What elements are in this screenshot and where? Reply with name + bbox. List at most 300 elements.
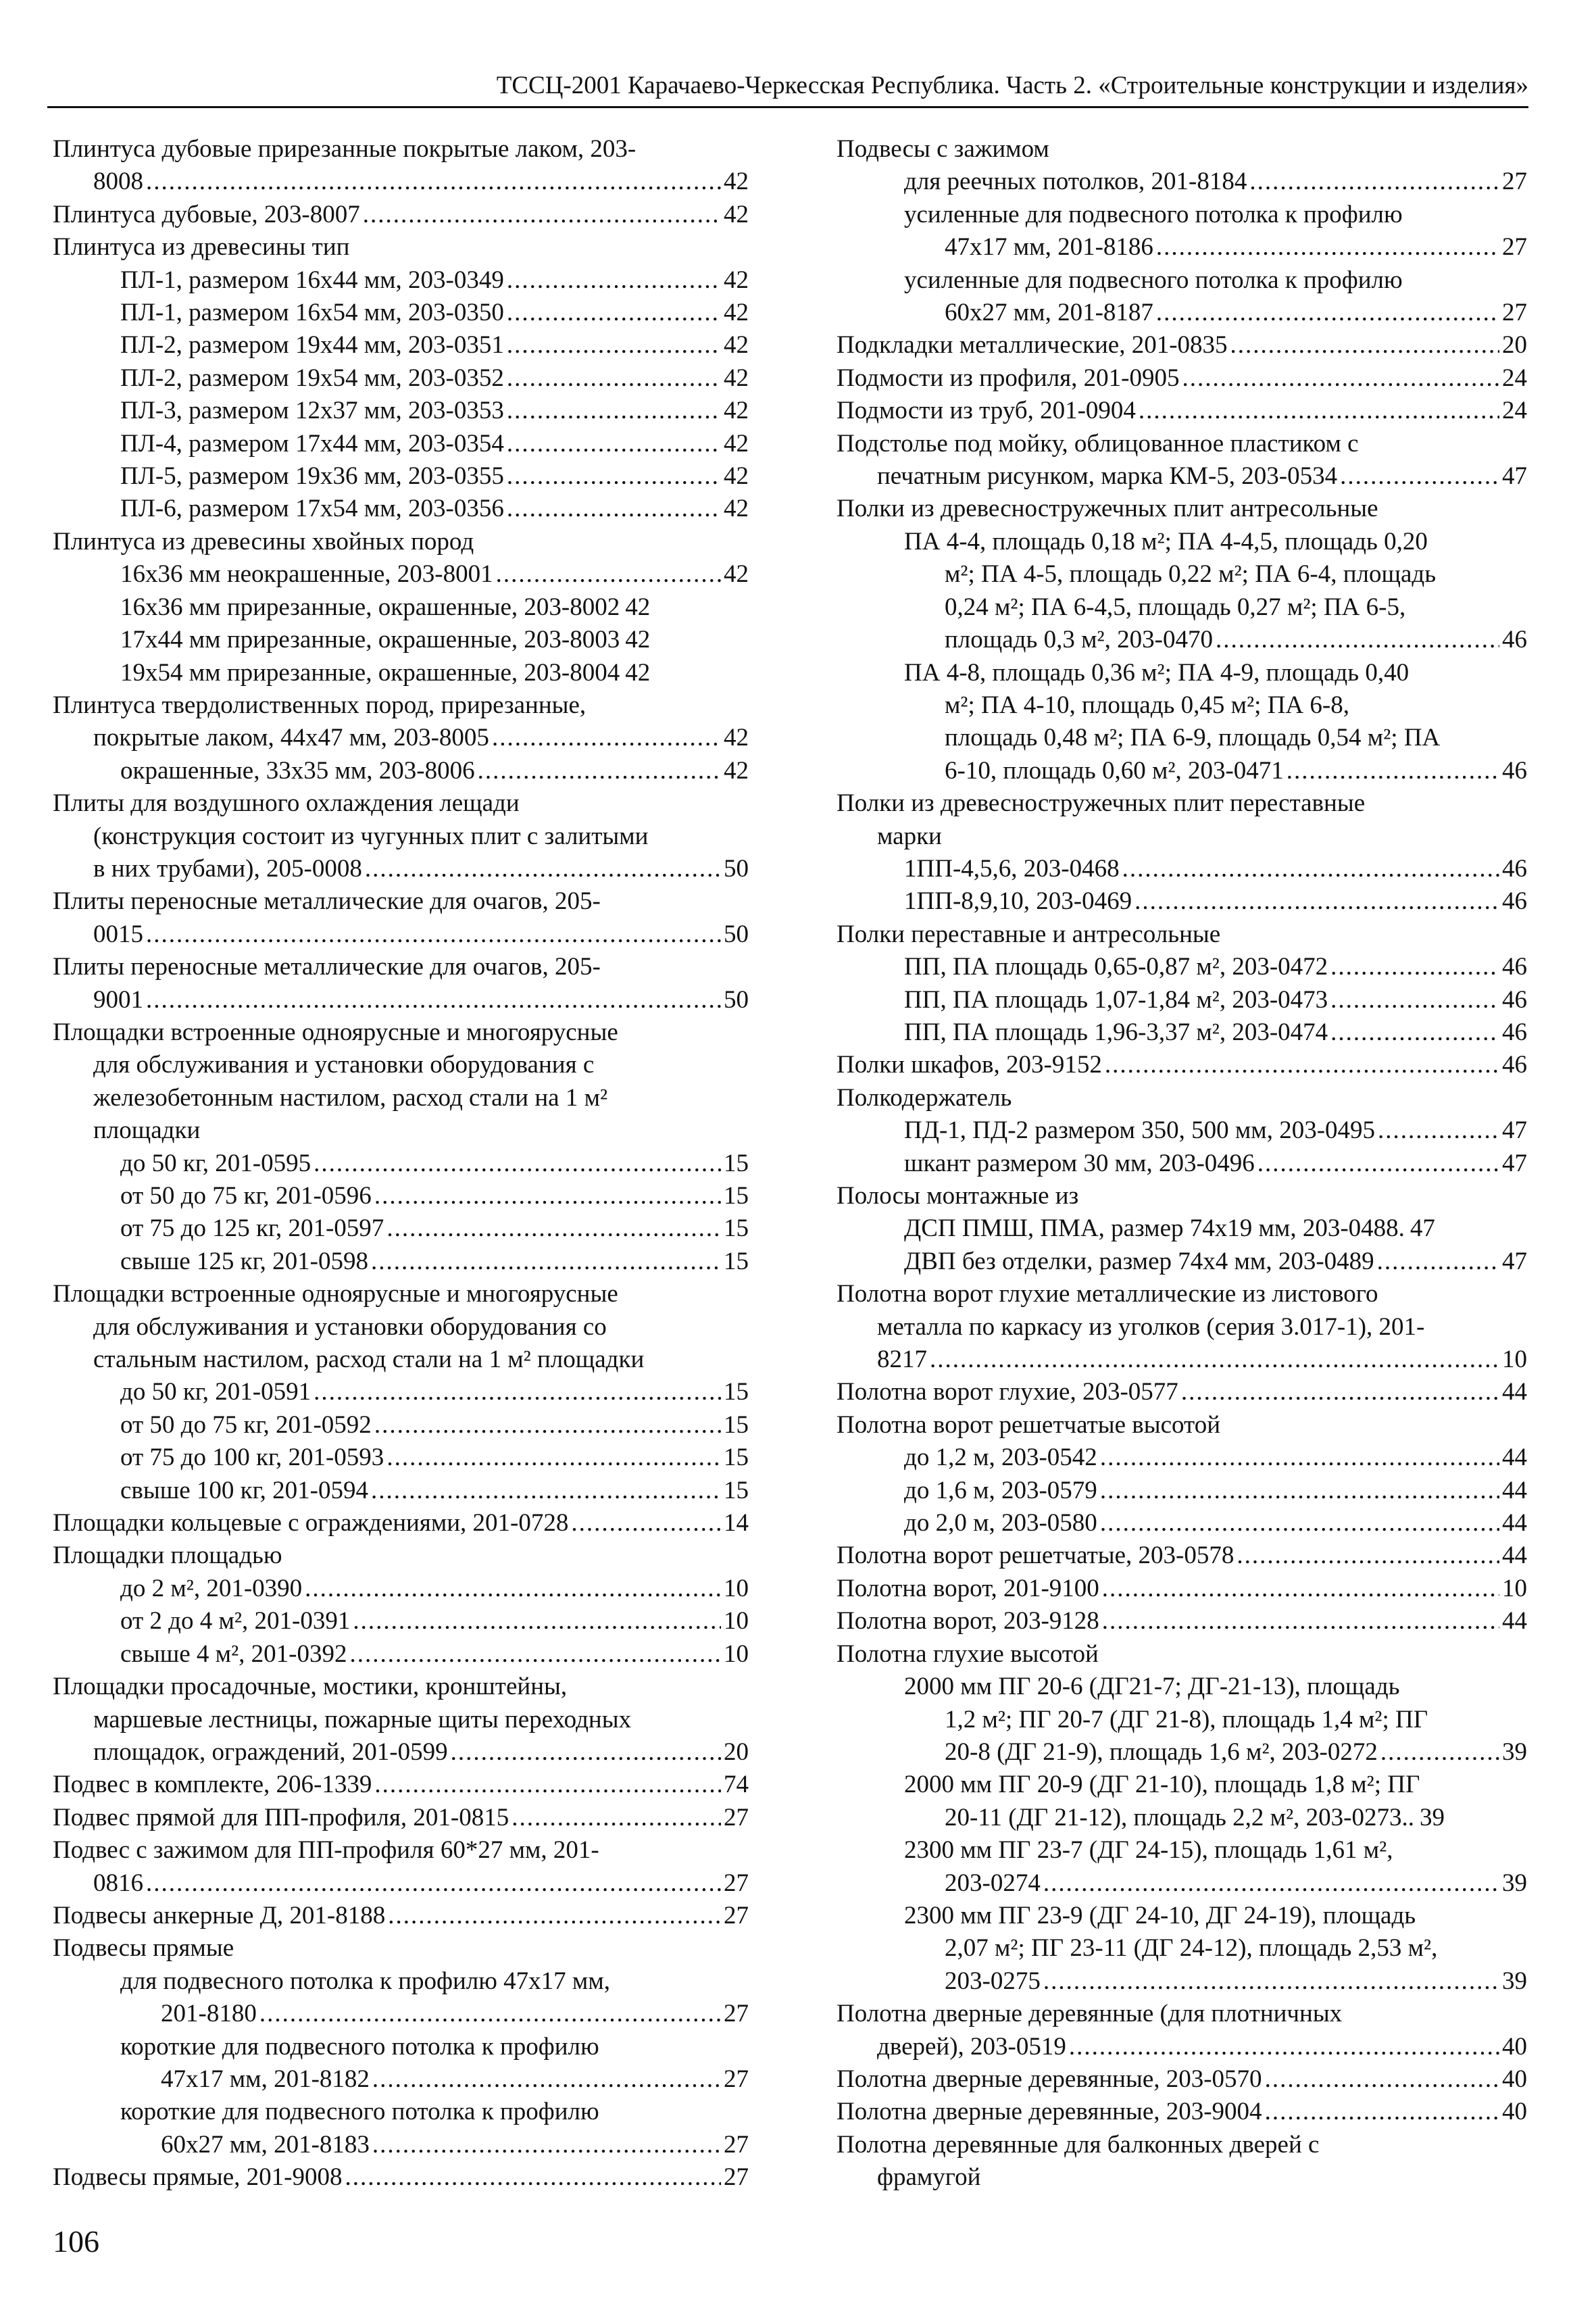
entry-text: 16х36 мм прирезанные, окрашенные, 203-8002 [120, 593, 620, 621]
page-reference: 40 [1502, 2065, 1527, 2093]
entry-text-line: Полотна дверные деревянные (для плотничных [837, 2000, 1343, 2028]
entry-last-line [53, 526, 749, 558]
entry-text: до 2,0 м, 203-0580 [904, 1509, 1097, 1537]
entry-last-line [837, 329, 1527, 362]
entry-last-line [904, 1965, 1527, 1998]
index-entry [837, 918, 1527, 951]
entry-text-line: м²; ПА 4-5, площадь 0,22 м²; ПА 6-4, площадь [945, 560, 1437, 589]
index-subentry [120, 1376, 749, 1408]
page-reference: 50 [724, 985, 749, 1014]
entry-last-line [904, 984, 1527, 1016]
dot-leader [1069, 2031, 1499, 2063]
index-entry [53, 231, 749, 264]
page-reference: 15 [724, 1247, 749, 1275]
page-reference: 47 [1410, 1214, 1435, 1243]
entry-text: ПП, ПА площадь 0,65-0,87 м², 203-0472 [904, 953, 1328, 981]
index-subentry [120, 297, 749, 329]
entry-text: ДВП без отделки, размер 74х4 мм, 203-0489 [904, 1247, 1374, 1275]
page-reference: 39 [1502, 1738, 1527, 1766]
index-subentry [904, 199, 1527, 264]
dot-leader [1043, 1867, 1499, 1900]
page-reference: 27 [1502, 299, 1527, 327]
entry-text: ПЛ-3, размером 12х37 мм, 203-0353 [120, 397, 504, 425]
entry-text-line: Плиты для воздушного охлаждения лещади [53, 789, 520, 818]
dot-leader [478, 755, 721, 787]
dot-leader [1265, 2096, 1499, 2128]
entry-text: 17х44 мм прирезанные, окрашенные, 203-8003 [120, 626, 620, 654]
index-subentry [120, 264, 749, 297]
page-reference: 42 [625, 626, 651, 654]
dot-leader [259, 1998, 721, 2030]
entry-text: площадь 0,3 м², 203-0470 [945, 626, 1213, 654]
entry-text: Полки шкафов, 203-9152 [837, 1051, 1102, 1079]
entry-text: Подвесы прямые [53, 1934, 234, 1963]
index-subentry [904, 1507, 1527, 1540]
entry-text: от 2 до 4 м², 201-0391 [120, 1607, 351, 1635]
entry-last-line [53, 1932, 749, 1965]
entry-text: 8008 [93, 168, 143, 196]
entry-text-line: Полки из древесностружечных плит переставные [837, 789, 1366, 818]
dot-leader [1134, 885, 1499, 918]
entry-last-line [904, 951, 1527, 983]
entry-last-line [120, 1442, 749, 1474]
entry-text: 201-8180 [161, 2000, 257, 2028]
dot-leader [374, 1769, 721, 1801]
entry-text: 203-0275 [945, 1967, 1041, 1995]
page-reference: 15 [724, 1476, 749, 1504]
entry-text: ПД-1, ПД-2 размером 350, 500 мм, 203-0495 [904, 1116, 1376, 1145]
page-reference: 42 [724, 429, 749, 458]
index-entry [837, 329, 1527, 362]
page-reference: 42 [724, 331, 749, 360]
entry-text: фрамугой [877, 2163, 981, 2192]
entry-text-line: металла по каркасу из уголков (серия 3.017-1), 201- [877, 1312, 1425, 1341]
index-entry [53, 1900, 749, 1932]
page-reference: 44 [1502, 1607, 1527, 1635]
entry-last-line [904, 297, 1527, 329]
page-reference: 24 [1502, 364, 1527, 392]
entry-text: от 50 до 75 кг, 201-0592 [120, 1410, 372, 1439]
entry-text-line: Полотна ворот глухие металлические из листового [837, 1280, 1378, 1308]
entry-last-line [53, 2161, 749, 2194]
entry-text: ПЛ-2, размером 19х54 мм, 203-0352 [120, 364, 504, 392]
dot-leader [1139, 395, 1499, 427]
dot-leader [1156, 297, 1499, 329]
page-reference: 20 [724, 1738, 749, 1766]
entry-text: 203-0274 [945, 1869, 1041, 1897]
index-entry [837, 362, 1527, 395]
dot-leader [1237, 1540, 1499, 1572]
entry-last-line [120, 1638, 749, 1671]
entry-text-line: Плиты переносные металлические для очагов, 205- [53, 887, 601, 916]
entry-last-line [120, 1212, 749, 1245]
entry-text: до 50 кг, 201-0595 [120, 1149, 311, 1177]
index-subentry [904, 1246, 1527, 1278]
entry-text: Плинтуса дубовые, 203-8007 [53, 200, 360, 228]
entry-text: 6-10, площадь 0,60 м², 203-0471 [945, 756, 1284, 785]
entry-last-line [53, 1344, 749, 1376]
index-subentry [120, 395, 749, 427]
entry-text-line: для подвесного потолка к профилю 47х17 мм, [120, 1967, 610, 1995]
page-reference: 74 [724, 1771, 749, 1799]
entry-text: ПЛ-4, размером 17х44 мм, 203-0354 [120, 429, 504, 458]
index-entry [837, 1082, 1527, 1114]
index-subentry [120, 1442, 749, 1474]
index-subentry [120, 1638, 749, 1671]
index-subentry [120, 2096, 749, 2161]
dot-leader [314, 1148, 721, 1180]
page-reference: 10 [724, 1640, 749, 1668]
index-subentry [120, 1246, 749, 1278]
index-subentry [904, 264, 1527, 330]
page-reference: 10 [724, 1607, 749, 1635]
page-reference: 42 [724, 724, 749, 752]
entry-last-line [120, 395, 749, 427]
index-entry [53, 1932, 749, 1965]
entry-text-line: (конструкция состоит из чугунных плит с залитыми [93, 822, 649, 850]
entry-text: Полотна дверные деревянные, 203-0570 [837, 2065, 1262, 2093]
page-reference: 27 [724, 2163, 749, 2192]
entry-last-line [120, 1148, 749, 1180]
entry-last-line [53, 1736, 749, 1769]
entry-text: Подвес в комплекте, 206-1339 [53, 1771, 372, 1799]
dot-leader [350, 1638, 722, 1671]
dot-leader [371, 1475, 721, 1507]
entry-last-line [120, 1409, 749, 1442]
index-entry [837, 395, 1527, 427]
entry-last-line [53, 1867, 749, 1900]
index-subentry [904, 885, 1527, 918]
index-subentry [120, 1573, 749, 1605]
entry-text: Полотна ворот решетчатые высотой [837, 1410, 1221, 1439]
page-reference: 42 [724, 364, 749, 392]
page-reference: 20 [1502, 331, 1527, 360]
index-subentry [904, 1212, 1527, 1245]
entry-text: 60х27 мм, 201-8187 [945, 299, 1153, 327]
entry-text-line: 2000 мм ПГ 20-9 (ДГ 21-10), площадь 1,8 м²; ПГ [904, 1771, 1420, 1799]
page-reference: 27 [724, 2130, 749, 2159]
entry-text: ПП, ПА площадь 1,96-3,37 м², 203-0474 [904, 1018, 1328, 1046]
entry-text-line: Подвес с зажимом для ПП-профиля 60*27 мм, 201- [53, 1836, 599, 1865]
entry-text: 47х17 мм, 201-8186 [945, 233, 1153, 262]
entry-text: дверей), 203-0519 [877, 2032, 1066, 2061]
index-entry [837, 1605, 1527, 1638]
index-subentry [120, 362, 749, 395]
index-entry [53, 1540, 749, 1572]
entry-text-line: Полотна деревянные для балконных дверей с [837, 2130, 1320, 2159]
entry-last-line [837, 395, 1527, 427]
dot-leader [512, 1802, 721, 1834]
entry-last-line [53, 199, 749, 231]
page-reference: 15 [724, 1182, 749, 1210]
entry-last-line [53, 722, 749, 754]
index-subentry [120, 1605, 749, 1638]
entry-text-line: м²; ПА 4-10, площадь 0,45 м²; ПА 6-8, [945, 691, 1349, 719]
dot-leader [1265, 2063, 1499, 2096]
page-reference: 27 [724, 1869, 749, 1897]
entry-text: Подвес прямой для ПП-профиля, 201-0815 [53, 1803, 509, 1831]
index-subentry [904, 853, 1527, 885]
entry-text: Полки из древесностружечных плит антресольные [837, 495, 1378, 523]
page-reference: 46 [1502, 854, 1527, 883]
index-entry [837, 2129, 1527, 2194]
entry-last-line [904, 1867, 1527, 1900]
entry-text-line: 2300 мм ПГ 23-9 (ДГ 24-10, ДГ 24-19), площадь [904, 1901, 1416, 1929]
index-subentry [120, 657, 749, 689]
entry-text-line: Площадки встроенные одноярусные и многоярусные [53, 1280, 618, 1308]
entry-text: для реечных потолков, 201-8184 [904, 168, 1247, 196]
dot-leader [386, 1442, 721, 1474]
entry-last-line [53, 1114, 749, 1147]
index-entry [53, 1671, 749, 1769]
dot-leader [314, 1376, 721, 1408]
entry-last-line [53, 918, 749, 951]
dot-leader [1340, 460, 1499, 493]
entry-last-line [120, 2063, 749, 2096]
entry-last-line [120, 2129, 749, 2161]
entry-last-line [120, 591, 749, 624]
index-subentry [904, 1834, 1527, 1900]
index-entry [837, 1998, 1527, 2063]
dot-leader [345, 2161, 721, 2194]
entry-text: Полотна ворот, 203-9128 [837, 1607, 1099, 1635]
entry-last-line [837, 1409, 1527, 1442]
entry-text: ДСП ПМШ, ПМА, размер 74х19 мм, 203-0488. [904, 1214, 1405, 1243]
entry-text: 20-8 (ДГ 21-9), площадь 1,6 м², 203-0272 [945, 1738, 1378, 1766]
dot-leader [1330, 984, 1499, 1016]
page-reference: 44 [1502, 1378, 1527, 1406]
page-reference: 40 [1502, 2032, 1527, 2061]
entry-last-line [53, 853, 749, 885]
entry-last-line [837, 2031, 1527, 2063]
index-entry [53, 787, 749, 885]
dot-leader [1156, 231, 1499, 264]
dot-leader [492, 722, 721, 754]
page-reference: 42 [724, 397, 749, 425]
entry-last-line [53, 1900, 749, 1932]
entry-last-line [837, 2161, 1527, 2194]
dot-leader [1182, 362, 1499, 395]
entry-last-line [904, 1736, 1527, 1769]
entry-text: 0816 [93, 1869, 143, 1897]
index-subentry [120, 1180, 749, 1212]
entry-last-line [837, 362, 1527, 395]
page-reference: 40 [1502, 2098, 1527, 2126]
dot-leader [507, 362, 721, 395]
index-entry [53, 133, 749, 199]
entry-text: Полкодержатель [837, 1083, 1012, 1112]
entry-last-line [120, 428, 749, 460]
index-subentry [904, 657, 1527, 788]
entry-last-line [837, 1082, 1527, 1114]
page-reference: 44 [1502, 1476, 1527, 1504]
dot-leader [1257, 1148, 1499, 1180]
dot-leader [496, 558, 721, 591]
entry-last-line [53, 1540, 749, 1572]
entry-last-line [837, 1638, 1527, 1671]
entry-text-line: ПА 4-4, площадь 0,18 м²; ПА 4-4,5, площадь 0,20 [904, 527, 1428, 556]
page-reference: 42 [724, 200, 749, 228]
page-reference: 27 [724, 2065, 749, 2093]
entry-text-line: железобетонным настилом, расход стали на 1 м² [93, 1083, 608, 1112]
entry-text: печатным рисунком, марка КМ-5, 203-0534 [877, 462, 1338, 491]
entry-last-line [53, 1507, 749, 1540]
page-reference: 27 [1502, 233, 1527, 262]
index-subentry [904, 1442, 1527, 1474]
entry-last-line [837, 1605, 1527, 1638]
entry-last-line [904, 231, 1527, 264]
page-reference: 39 [1420, 1803, 1445, 1831]
page-reference: 47 [1502, 1116, 1527, 1145]
index-entry [837, 1278, 1527, 1376]
entry-text: свыше 100 кг, 201-0594 [120, 1476, 368, 1504]
index-subentry [120, 1475, 749, 1507]
entry-text: Подвесы анкерные Д, 201-8188 [53, 1901, 386, 1929]
index-entry [53, 1802, 749, 1834]
dot-leader [146, 166, 721, 198]
index-subentry [120, 428, 749, 460]
entry-text: 20-11 (ДГ 21-12), площадь 2,2 м², 203-0273.. [945, 1803, 1414, 1831]
entry-text-line: для обслуживания и установки оборудования со [93, 1312, 607, 1341]
entry-text: Площадки площадью [53, 1542, 282, 1570]
entry-last-line [120, 1246, 749, 1278]
entry-text-line: 2300 мм ПГ 23-7 (ДГ 24-15), площадь 1,61 м², [904, 1836, 1393, 1865]
entry-last-line [837, 2063, 1527, 2096]
index-entry [837, 493, 1527, 525]
entry-text: марки [877, 822, 942, 850]
dot-leader [1102, 1573, 1499, 1605]
page-reference: 10 [1502, 1574, 1527, 1602]
page-reference: 14 [724, 1509, 749, 1537]
dot-leader [507, 297, 721, 329]
entry-last-line [53, 1802, 749, 1834]
page-reference: 44 [1502, 1444, 1527, 1472]
entry-text: 1ПП-4,5,6, 203-0468 [904, 854, 1120, 883]
index-entry [53, 951, 749, 1016]
page-reference: 46 [1502, 887, 1527, 916]
index-subentry [904, 1016, 1527, 1049]
dot-leader [451, 1736, 721, 1769]
entry-text-line: усиленные для подвесного потолка к профилю [904, 200, 1403, 228]
index-subentry [120, 1212, 749, 1245]
entry-last-line [904, 1212, 1527, 1245]
page-reference: 44 [1502, 1509, 1527, 1537]
index-subentry [120, 329, 749, 362]
entry-last-line [53, 984, 749, 1016]
entry-text-line: короткие для подвесного потолка к профилю [120, 2098, 599, 2126]
page-reference: 42 [724, 560, 749, 589]
entry-text: Подкладки металлические, 201-0835 [837, 331, 1228, 360]
entry-text: покрытые лаком, 44х47 мм, 203-8005 [93, 724, 489, 752]
dot-leader [1102, 1605, 1499, 1638]
entry-text: Полотна ворот решетчатые, 203-0578 [837, 1542, 1235, 1570]
entry-text-line: Площадки просадочные, мостики, кронштейны, [53, 1673, 568, 1701]
index-subentry [904, 951, 1527, 983]
entry-text: ПЛ-6, размером 17х54 мм, 203-0356 [120, 495, 504, 523]
entry-last-line [120, 1475, 749, 1507]
index-subentry [120, 2031, 749, 2096]
entry-last-line [837, 460, 1527, 493]
page-number: 106 [53, 2224, 99, 2259]
index-entry [837, 1376, 1527, 1408]
dot-leader [363, 199, 721, 231]
index-entry [53, 1834, 749, 1900]
index-subentry [904, 1900, 1527, 1998]
page-reference: 50 [724, 854, 749, 883]
page-reference: 39 [1502, 1967, 1527, 1995]
index-entry [837, 428, 1527, 493]
index-entry [53, 885, 749, 951]
page-reference: 10 [724, 1574, 749, 1602]
index-subentry [120, 558, 749, 591]
entry-text: до 50 кг, 201-0591 [120, 1378, 311, 1406]
dot-leader [507, 395, 721, 427]
page-reference: 46 [1502, 756, 1527, 785]
entry-last-line [120, 1573, 749, 1605]
page-reference: 27 [724, 2000, 749, 2028]
entry-last-line [837, 820, 1527, 853]
page-reference: 15 [724, 1378, 749, 1406]
page-reference: 42 [625, 658, 651, 687]
index-entry [837, 1540, 1527, 1572]
index-subentry [120, 460, 749, 493]
entry-text: 47х17 мм, 201-8182 [161, 2065, 370, 2093]
dot-leader [1377, 1246, 1499, 1278]
entry-text: ПП, ПА площадь 1,07-1,84 м², 203-0473 [904, 985, 1328, 1014]
entry-last-line [120, 624, 749, 656]
entry-last-line [837, 2096, 1527, 2128]
dot-leader [374, 1180, 721, 1212]
dot-leader [1043, 1965, 1499, 1998]
index-subentry [904, 1114, 1527, 1147]
dot-leader [1287, 755, 1499, 787]
entry-last-line [120, 362, 749, 395]
entry-text-line: Плиты переносные металлические для очагов, 205- [53, 953, 601, 981]
dot-leader [1100, 1442, 1499, 1474]
index-subentry [904, 526, 1527, 657]
page-reference: 46 [1502, 985, 1527, 1014]
dot-leader [305, 1573, 721, 1605]
entry-text: 16х36 мм неокрашенные, 203-8001 [120, 560, 493, 589]
dot-leader [372, 2129, 721, 2161]
index-entry [837, 2096, 1527, 2128]
dot-leader [1105, 1049, 1499, 1081]
index-subentry [904, 166, 1527, 198]
page-reference: 42 [724, 266, 749, 294]
index-subentry [120, 591, 749, 624]
dot-leader [1330, 951, 1499, 983]
entry-text: Подмости из труб, 201-0904 [837, 397, 1136, 425]
dot-leader [1181, 1376, 1499, 1408]
page-reference: 42 [724, 168, 749, 196]
page-reference: 15 [724, 1214, 749, 1243]
entry-text: 9001 [93, 985, 143, 1014]
dot-leader [365, 853, 721, 885]
page-reference: 24 [1502, 397, 1527, 425]
page-reference: 42 [724, 756, 749, 785]
dot-leader [372, 2063, 721, 2096]
index-entry [53, 526, 749, 558]
entry-last-line [904, 1802, 1527, 1834]
entry-text-line: усиленные для подвесного потолка к профилю [904, 266, 1403, 294]
page-reference: 44 [1502, 1542, 1527, 1570]
dot-leader [371, 1246, 721, 1278]
entry-last-line [837, 133, 1527, 166]
dot-leader [146, 984, 721, 1016]
index-subentry [120, 624, 749, 656]
entry-text-line: 2,07 м²; ПГ 23-11 (ДГ 24-12), площадь 2,53 м², [945, 1934, 1438, 1963]
entry-last-line [120, 558, 749, 591]
